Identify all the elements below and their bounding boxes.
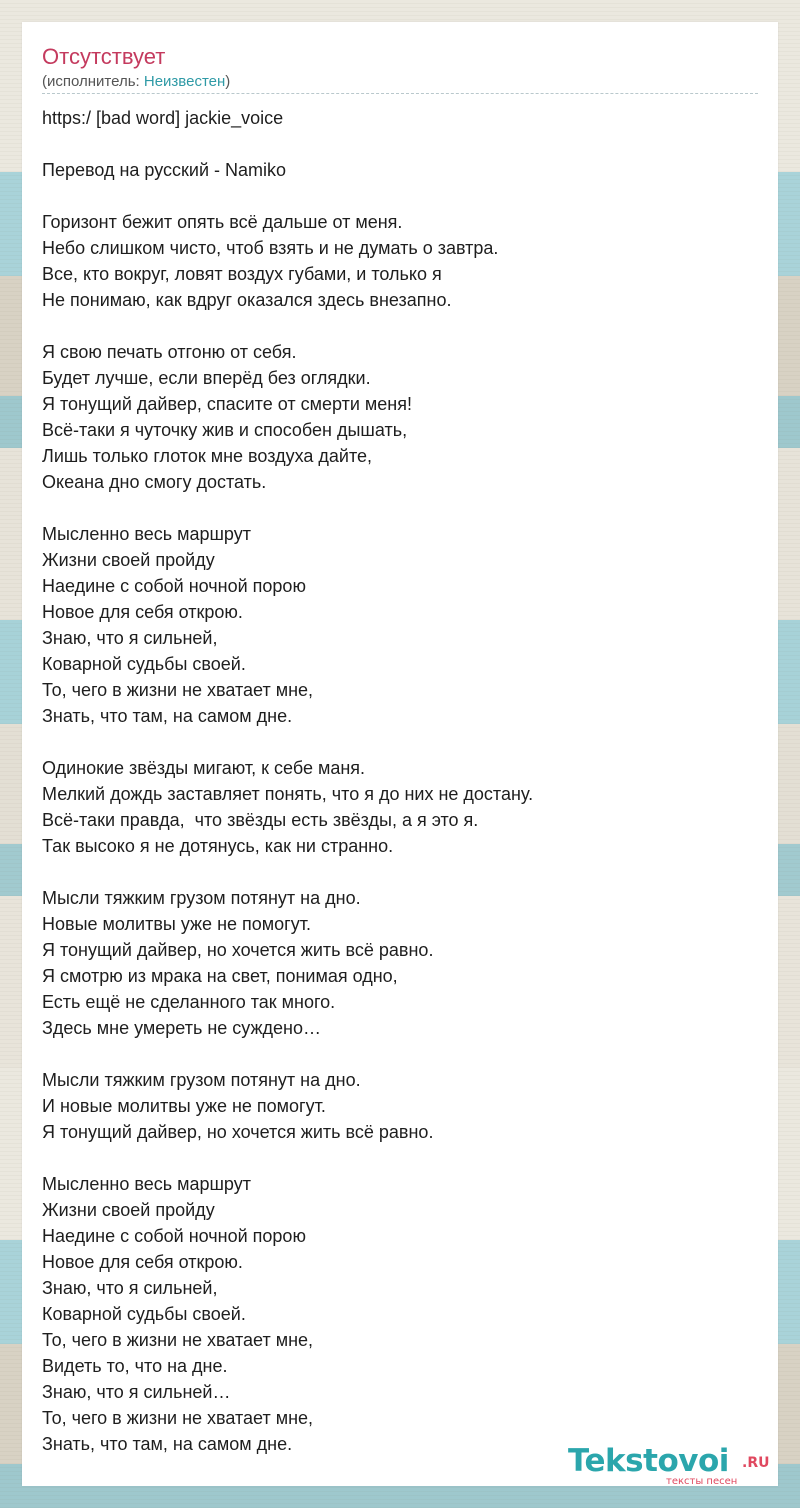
lyric-line: Я смотрю из мрака на свет, понимая одно, (42, 966, 398, 986)
lyric-line: Жизни своей пройду (42, 550, 215, 570)
lyric-line: Всё-таки я чуточку жив и способен дышать, (42, 420, 408, 440)
logo-wordmark: Tekstovoi (568, 1443, 729, 1479)
lyric-line: То, чего в жизни не хватает мне, (42, 680, 314, 700)
artist-suffix: ) (225, 73, 231, 90)
lyric-blank-line (42, 1145, 758, 1171)
lyric-line: Мысли тяжким грузом потянут на дно. (42, 888, 361, 908)
lyric-line: Будет лучше, если вперёд без оглядки. (42, 368, 371, 388)
lyric-line: Перевод на русский - Namiko (42, 160, 287, 180)
lyric-line: Жизни своей пройду (42, 1200, 215, 1220)
artist-line (42, 73, 230, 91)
lyric-line: Знаю, что я сильней, (42, 1278, 218, 1298)
lyric-line: Видеть то, что на дне. (42, 1356, 228, 1376)
logo-subtitle: тексты песен (666, 1476, 738, 1487)
lyric-line: Новое для себя открою. (42, 602, 243, 622)
lyric-line: Я тонущий дайвер, спасите от смерти меня! (42, 394, 412, 414)
lyric-line: Наедине с собой ночной порою (42, 576, 306, 596)
lyric-line: Коварной судьбы своей. (42, 1304, 246, 1324)
lyric-line: Все, кто вокруг, ловят воздух губами, и только я (42, 264, 442, 284)
lyrics-text (42, 105, 758, 1457)
lyric-line: Небо слишком чисто, чтоб взять и не думать о завтра. (42, 238, 499, 258)
lyric-line: Знаю, что я сильней… (42, 1382, 231, 1402)
lyric-line: То, чего в жизни не хватает мне, (42, 1330, 314, 1350)
lyric-line: Океана дно смогу достать. (42, 472, 267, 492)
artist-prefix: (исполнитель: (42, 73, 144, 90)
lyric-blank-line (42, 495, 758, 521)
lyric-line: Лишь только глоток мне воздуха дайте, (42, 446, 373, 466)
lyric-line: То, чего в жизни не хватает мне, (42, 1408, 314, 1428)
lyric-blank-line (42, 859, 758, 885)
lyric-line: Одинокие звёзды мигают, к себе маня. (42, 758, 366, 778)
lyric-line: Знать, что там, на самом дне. (42, 1434, 293, 1454)
lyric-line: Мысленно весь маршрут (42, 1174, 251, 1194)
site-logo[interactable] (568, 1444, 778, 1488)
lyric-line: И новые молитвы уже не помогут. (42, 1096, 326, 1116)
artist-link[interactable]: Неизвестен (143, 73, 226, 90)
lyric-blank-line (42, 131, 758, 157)
lyric-line: Здесь мне умереть не суждено… (42, 1018, 321, 1038)
lyric-line: Так высоко я не дотянусь, как ни странно. (42, 836, 394, 856)
song-title: Отсутствует (42, 44, 166, 69)
lyric-line: Мысленно весь маршрут (42, 524, 251, 544)
lyric-line: Горизонт бежит опять всё дальше от меня. (42, 212, 403, 232)
lyric-line: Я свою печать отгоню от себя. (42, 342, 297, 362)
lyric-line: Я тонущий дайвер, но хочется жить всё равно. (42, 940, 434, 960)
divider (42, 93, 758, 94)
lyric-line: Есть ещё не сделанного так много. (42, 992, 336, 1012)
lyric-blank-line (42, 729, 758, 755)
lyric-line: Не понимаю, как вдруг оказался здесь внезапно. (42, 290, 452, 310)
lyric-line: Коварной судьбы своей. (42, 654, 246, 674)
lyric-line: Наедине с собой ночной порою (42, 1226, 306, 1246)
lyric-line: Мелкий дождь заставляет понять, что я до них не достану. (42, 784, 534, 804)
lyric-blank-line (42, 313, 758, 339)
lyric-line: Мысли тяжким грузом потянут на дно. (42, 1070, 361, 1090)
lyric-line: https:/ [bad word] jackie_voice (42, 108, 284, 128)
lyric-blank-line (42, 1041, 758, 1067)
lyric-line: Знаю, что я сильней, (42, 628, 218, 648)
lyric-line: Новые молитвы уже не помогут. (42, 914, 311, 934)
logo-domain: .RU (742, 1455, 770, 1471)
lyric-line: Я тонущий дайвер, но хочется жить всё равно. (42, 1122, 434, 1142)
lyric-blank-line (42, 183, 758, 209)
lyrics-card (22, 22, 778, 1486)
lyric-line: Знать, что там, на самом дне. (42, 706, 293, 726)
lyric-line: Всё-таки правда, что звёзды есть звёзды, а я это я. (42, 810, 479, 830)
lyric-line: Новое для себя открою. (42, 1252, 243, 1272)
